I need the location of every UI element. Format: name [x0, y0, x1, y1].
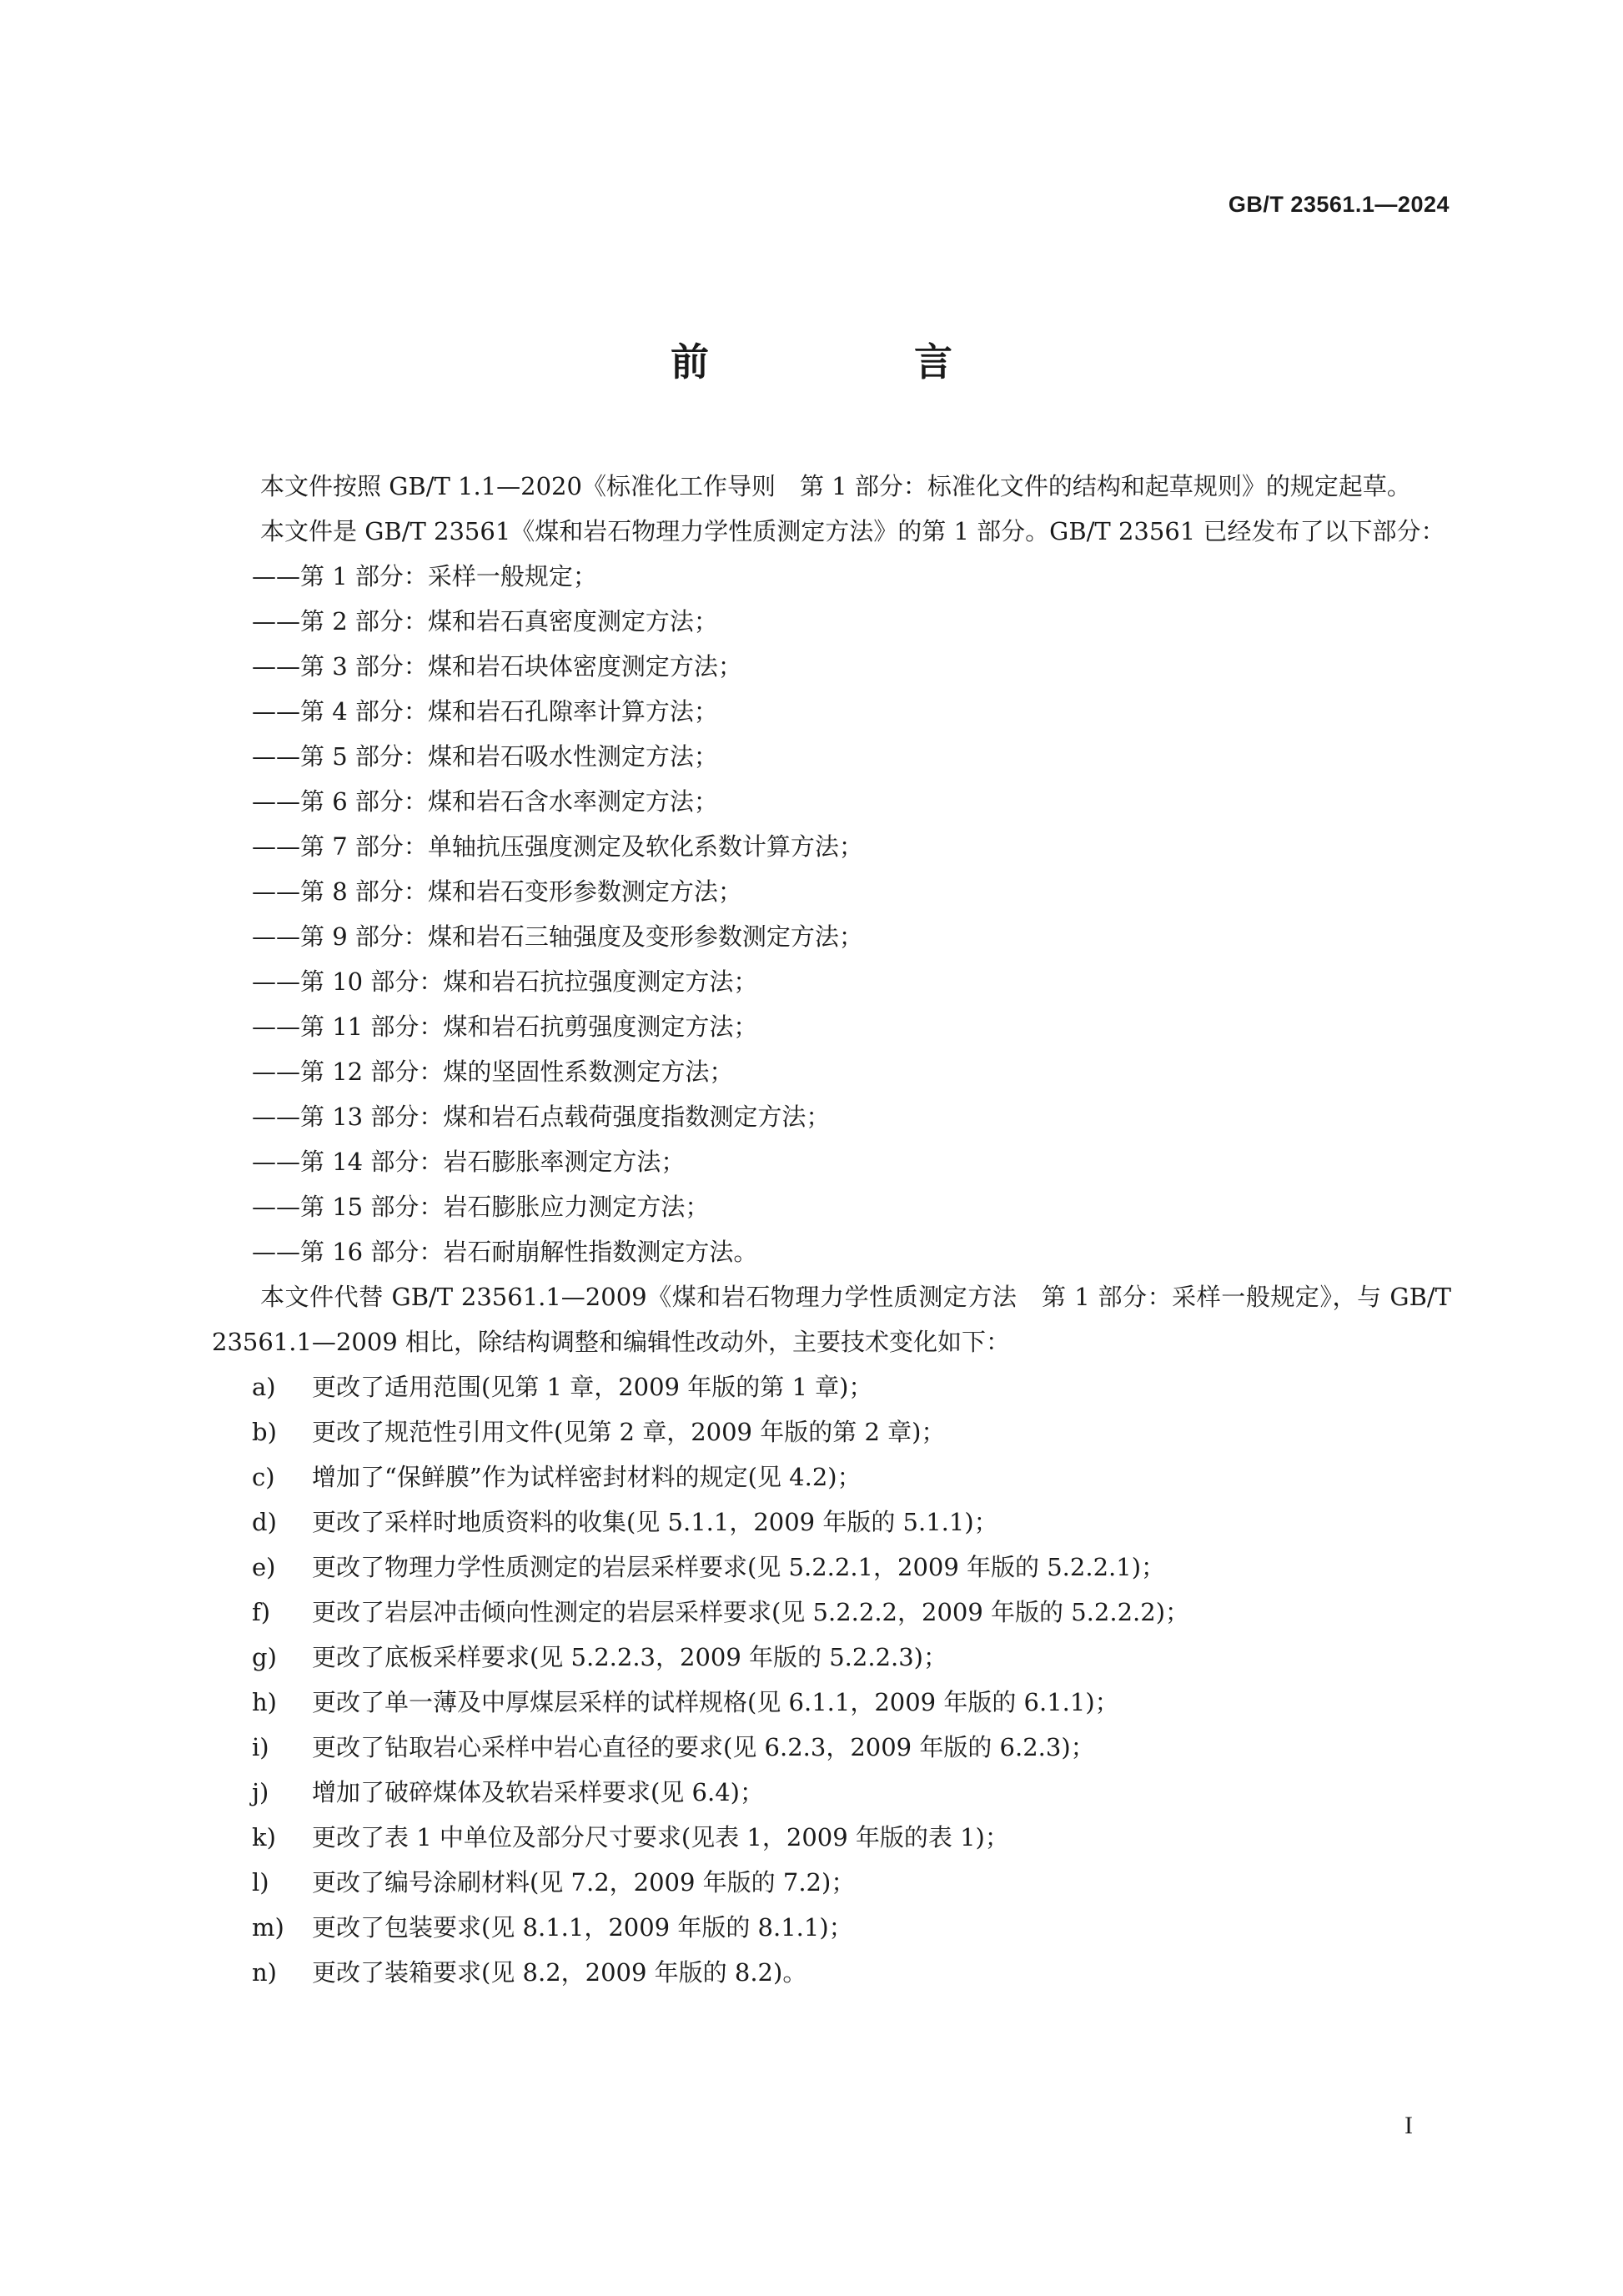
change-item	[212, 1905, 1451, 1950]
list-item: ——第 14 部分：岩石膨胀率测定方法；	[252, 1148, 686, 1176]
item-letter: b)	[252, 1418, 277, 1446]
item-text: 更改了表 1 中单位及部分尺寸要求(见表 1，2009 年版的表 1)；	[312, 1823, 1009, 1851]
change-item	[212, 1545, 1451, 1590]
list-item: ——第 16 部分：岩石耐崩解性指数测定方法。	[252, 1238, 758, 1266]
change-item	[212, 1500, 1451, 1545]
standard-code: GB/T 23561.1—2024	[1228, 192, 1450, 217]
changes-list	[212, 1364, 1451, 1995]
page-number: I	[1404, 2112, 1413, 2139]
item-text: 更改了采样时地质资料的收集(见 5.1.1，2009 年版的 5.1.1)；	[312, 1508, 998, 1536]
change-item	[212, 1725, 1451, 1770]
item-letter: e)	[252, 1553, 276, 1581]
document-body	[212, 464, 1451, 1995]
replacement-paragraph: 本文件代替 GB/T 23561.1—2009《煤和岩石物理力学性质测定方法 第 1 部分：采样一般规定》，与 GB/T 23561.1—2009 相比，除结构调整和编辑性改动外，主要技术变化如下：	[212, 1283, 1451, 1356]
list-item: ——第 6 部分：煤和岩石含水率测定方法；	[252, 787, 718, 816]
item-letter: j)	[252, 1778, 269, 1806]
item-letter: a)	[252, 1373, 276, 1401]
change-item	[212, 1364, 1451, 1409]
item-letter: c)	[252, 1463, 275, 1491]
item-text: 增加了破碎煤体及软岩采样要求(见 6.4)；	[312, 1778, 764, 1806]
item-letter: l)	[252, 1868, 269, 1897]
change-item	[212, 1590, 1451, 1635]
intro-paragraph-1: 本文件按照 GB/T 1.1—2020《标准化工作导则 第 1 部分：标准化文件的结构和起草规则》的规定起草。	[260, 472, 1411, 500]
item-text: 更改了单一薄及中厚煤层采样的试样规格(见 6.1.1，2009 年版的 6.1.1)；	[312, 1688, 1119, 1716]
item-letter: n)	[252, 1958, 277, 1987]
list-item: ——第 1 部分：采样一般规定；	[252, 562, 597, 590]
list-item: ——第 4 部分：煤和岩石孔隙率计算方法；	[252, 697, 718, 726]
item-letter: k)	[252, 1823, 276, 1851]
change-item	[212, 1860, 1451, 1905]
list-item: ——第 11 部分：煤和岩石抗剪强度测定方法；	[252, 1012, 758, 1041]
item-text: 更改了规范性引用文件(见第 2 章，2009 年版的第 2 章)；	[312, 1418, 946, 1446]
change-item	[212, 1770, 1451, 1815]
list-item: ——第 2 部分：煤和岩石真密度测定方法；	[252, 607, 718, 636]
item-text: 更改了物理力学性质测定的岩层采样要求(见 5.2.2.1，2009 年版的 5.2.2.1)；	[312, 1553, 1166, 1581]
change-item	[212, 1815, 1451, 1860]
item-text: 增加了“保鲜膜”作为试样密封材料的规定(见 4.2)；	[312, 1463, 862, 1491]
item-letter: i)	[252, 1733, 269, 1761]
list-item: ——第 15 部分：岩石膨胀应力测定方法；	[252, 1193, 710, 1221]
list-item: ——第 3 部分：煤和岩石块体密度测定方法；	[252, 652, 742, 681]
list-item: ——第 10 部分：煤和岩石抗拉强度测定方法；	[252, 967, 758, 996]
list-item: ——第 12 部分：煤的坚固性系数测定方法；	[252, 1058, 734, 1086]
item-text: 更改了岩层冲击倾向性测定的岩层采样要求(见 5.2.2.2，2009 年版的 5.2.2.2)；	[312, 1598, 1190, 1626]
list-item: ——第 7 部分：单轴抗压强度测定及软化系数计算方法；	[252, 832, 863, 861]
change-item	[212, 1454, 1451, 1500]
item-text: 更改了钻取岩心采样中岩心直径的要求(见 6.2.3，2009 年版的 6.2.3)；	[312, 1733, 1095, 1761]
item-text: 更改了底板采样要求(见 5.2.2.3，2009 年版的 5.2.2.3)；	[312, 1643, 948, 1671]
change-item	[212, 1680, 1451, 1725]
item-text: 更改了适用范围(见第 1 章，2009 年版的第 1 章)；	[312, 1373, 873, 1401]
item-text: 更改了装箱要求(见 8.2，2009 年版的 8.2)。	[312, 1958, 807, 1987]
item-letter: g)	[252, 1643, 277, 1671]
change-item	[212, 1950, 1451, 1995]
list-item: ——第 13 部分：煤和岩石点载荷强度指数测定方法；	[252, 1103, 831, 1131]
item-text: 更改了包装要求(见 8.1.1，2009 年版的 8.1.1)；	[312, 1913, 853, 1942]
list-item: ——第 9 部分：煤和岩石三轴强度及变形参数测定方法；	[252, 922, 863, 951]
list-item: ——第 5 部分：煤和岩石吸水性测定方法；	[252, 742, 718, 771]
parts-list	[212, 554, 1451, 1274]
item-letter: h)	[252, 1688, 277, 1716]
page-title: 前 言	[671, 339, 1036, 384]
item-letter: f)	[252, 1598, 271, 1626]
list-item: ——第 8 部分：煤和岩石变形参数测定方法；	[252, 877, 742, 906]
intro-paragraph-2: 本文件是 GB/T 23561《煤和岩石物理力学性质测定方法》的第 1 部分。GB/T 23561 已经发布了以下部分：	[260, 517, 1445, 545]
change-item	[212, 1635, 1451, 1680]
change-item	[212, 1409, 1451, 1454]
item-text: 更改了编号涂刷材料(见 7.2，2009 年版的 7.2)；	[312, 1868, 856, 1897]
item-letter: d)	[252, 1508, 277, 1536]
item-letter: m)	[252, 1913, 284, 1942]
